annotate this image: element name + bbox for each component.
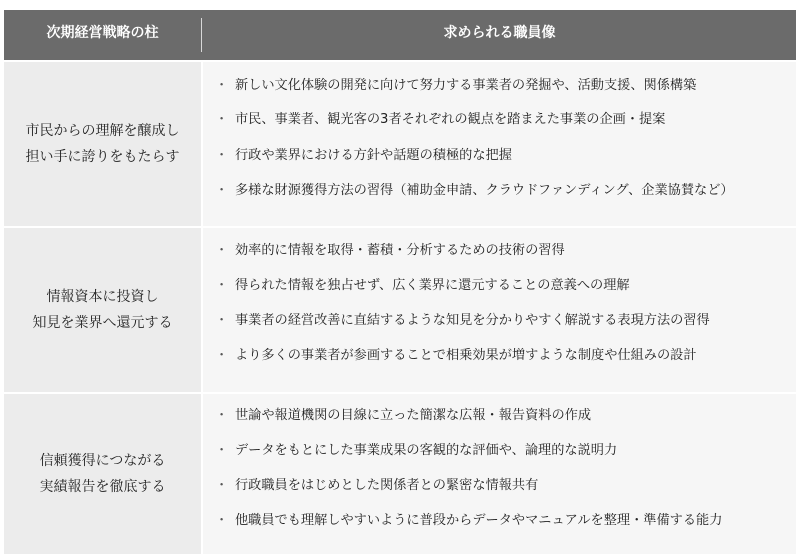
list-item — [215, 75, 793, 97]
list-item-text: 事業者の経営改善に直結するような知見を分かりやすく解説する表現方法の習得 — [235, 313, 710, 328]
header-pillar: 次期経営戦略の柱 — [46, 25, 159, 41]
pillar-text: 市民からの理解を醸成し — [25, 123, 180, 139]
bullet-icon: ・ — [215, 348, 229, 363]
header-staff-profile: 求められる職員像 — [443, 25, 556, 41]
bullet-icon: ・ — [215, 443, 229, 458]
bullet-icon: ・ — [215, 183, 229, 198]
list-item-text: 他職員でも理解しやすいように普段からデータやマニュアルを整理・準備する能力 — [235, 513, 723, 528]
pillar-cell — [4, 394, 201, 554]
bullet-icon: ・ — [215, 313, 229, 328]
pillar-text: 担い手に誇りをもたらす — [25, 149, 180, 165]
list-item-text: 効率的に情報を取得・蓄積・分析するための技術の習得 — [235, 243, 565, 258]
bullet-icon: ・ — [215, 278, 229, 293]
list-item — [215, 240, 793, 262]
header-divider — [201, 18, 202, 52]
list-item-text: 多様な財源獲得方法の習得（補助金申請、クラウドファンディング、企業協賛など） — [235, 183, 734, 198]
table-row — [4, 394, 796, 554]
pillar-text: 情報資本に投資し — [46, 289, 159, 305]
bullet-icon: ・ — [215, 478, 229, 493]
bullet-icon: ・ — [215, 408, 229, 423]
bullet-icon: ・ — [215, 78, 229, 93]
list-item-text: より多くの事業者が参画することで相乗効果が増すような制度や仕組みの設計 — [235, 348, 697, 363]
pillar-text: 実績報告を徹底する — [39, 479, 166, 495]
list-item — [215, 109, 793, 131]
staff-profile-cell — [203, 394, 796, 554]
strategy-table — [4, 10, 796, 554]
list-item — [215, 145, 793, 167]
pillar-text: 知見を業界へ還元する — [32, 315, 173, 331]
pillar-cell — [4, 62, 201, 226]
staff-profile-cell — [203, 62, 796, 226]
list-item — [215, 475, 793, 497]
bullet-icon: ・ — [215, 513, 229, 528]
bullet-icon: ・ — [215, 112, 229, 127]
list-item-text: 市民、事業者、観光客の3者それぞれの観点を踏まえた事業の企画・提案 — [235, 112, 666, 127]
table-row — [4, 62, 796, 226]
list-item — [215, 310, 793, 332]
list-item-text: 得られた情報を独占せず、広く業界に還元することの意義への理解 — [235, 278, 630, 293]
list-item-text: 行政職員をはじめとした関係者との緊密な情報共有 — [235, 478, 539, 493]
table-row — [4, 228, 796, 392]
bullet-icon: ・ — [215, 148, 229, 163]
pillar-text: 信頼獲得につながる — [39, 453, 166, 469]
list-item-text: 新しい文化体験の開発に向けて努力する事業者の発掘や、活動支援、関係構築 — [235, 78, 697, 93]
list-item — [215, 180, 793, 202]
list-item — [215, 345, 793, 367]
list-item — [215, 440, 793, 462]
list-item-text: 世論や報道機関の目線に立った簡潔な広報・報告資料の作成 — [235, 408, 592, 423]
bullet-icon: ・ — [215, 243, 229, 258]
list-item — [215, 275, 793, 297]
list-item-text: データをもとにした事業成果の客観的な評価や、論理的な説明力 — [235, 443, 618, 458]
list-item — [215, 510, 793, 532]
list-item-text: 行政や業界における方針や話題の積極的な把握 — [235, 148, 512, 163]
staff-profile-cell — [203, 228, 796, 392]
table-header — [4, 10, 796, 60]
pillar-cell — [4, 228, 201, 392]
list-item — [215, 405, 793, 427]
